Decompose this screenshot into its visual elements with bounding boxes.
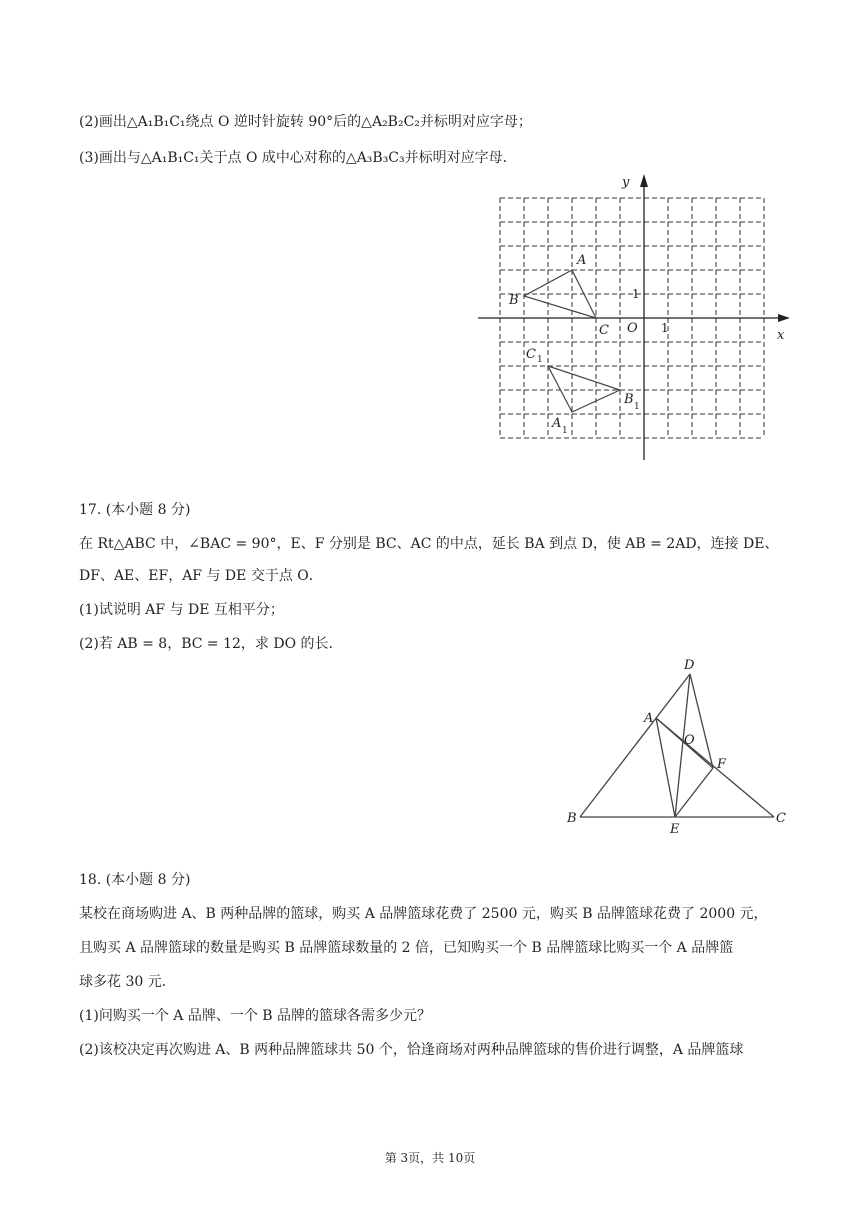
- tri-label-A: A: [644, 711, 654, 726]
- label-C1: C: [526, 347, 536, 362]
- q16-part3: (3)画出与△A₁B₁C₁关于点 O 成中心对称的△A₃B₃C₃并标明对应字母．: [79, 150, 517, 166]
- label-C1-sub: 1: [537, 355, 543, 365]
- tri-label-C: C: [776, 811, 786, 826]
- y-tick-1: 1: [632, 287, 640, 301]
- q18-part1: (1)问购买一个 A 品牌、一个 B 品牌的篮球各需多少元？: [79, 1008, 432, 1024]
- tri-label-D: D: [684, 658, 695, 673]
- q17-stem-line2: DF、AE、EF，AF 与 DE 交于点 O．: [79, 568, 323, 584]
- label-A1: A: [552, 416, 562, 431]
- label-A1-sub: 1: [562, 426, 568, 436]
- tri-label-B: B: [567, 811, 577, 826]
- label-C: C: [599, 323, 609, 338]
- q18-stem-line1: 某校在商场购进 A、B 两种品牌的篮球，购买 A 品牌篮球花费了 2500 元，购买 B 品牌篮球花费了 2000 元，: [79, 906, 768, 922]
- q17-part2: (2)若 AB = 8，BC = 12，求 DO 的长．: [79, 636, 343, 652]
- q18-part2: (2)该校决定再次购进 A、B 两种品牌篮球共 50 个，恰逢商场对两种品牌篮球的售价进行调整，A 品牌篮球: [79, 1042, 744, 1058]
- coordinate-grid-figure: [470, 168, 800, 468]
- y-axis-label: y: [622, 175, 630, 190]
- q17-part1: (1)试说明 AF 与 DE 互相平分；: [79, 602, 284, 618]
- tri-label-E: E: [670, 822, 680, 837]
- x-tick-1: 1: [661, 321, 669, 335]
- triangle-a1b1c1: [548, 366, 620, 412]
- q17-heading: 17. (本小题 8 分): [79, 502, 191, 518]
- tri-label-F: F: [717, 757, 727, 772]
- origin-label: O: [627, 321, 638, 336]
- q18-stem-line3: 球多花 30 元．: [79, 974, 176, 990]
- label-B1: B: [624, 392, 634, 407]
- triangle-figure: [560, 654, 800, 840]
- q18-heading: 18. (本小题 8 分): [79, 872, 191, 888]
- q18-stem-line2: 且购买 A 品牌篮球的数量是购买 B 品牌篮球数量的 2 倍，已知购买一个 B 品牌篮球比购买一个 A 品牌篮: [79, 940, 734, 956]
- label-A: A: [577, 253, 587, 268]
- label-B1-sub: 1: [634, 402, 640, 412]
- label-B: B: [509, 293, 519, 308]
- page-number-footer: 第 3页，共 10页: [384, 1151, 476, 1165]
- q16-part2: (2)画出△A₁B₁C₁绕点 O 逆时针旋转 90°后的△A₂B₂C₂并标明对应字母；: [79, 114, 532, 130]
- x-axis-label: x: [777, 328, 785, 343]
- q17-stem-line1: 在 Rt△ABC 中，∠BAC = 90°，E、F 分别是 BC、AC 的中点，延长 BA 到点 D，使 AB = 2AD，连接 DE、: [79, 536, 779, 552]
- tri-label-O: O: [684, 733, 695, 748]
- axes: [478, 174, 790, 460]
